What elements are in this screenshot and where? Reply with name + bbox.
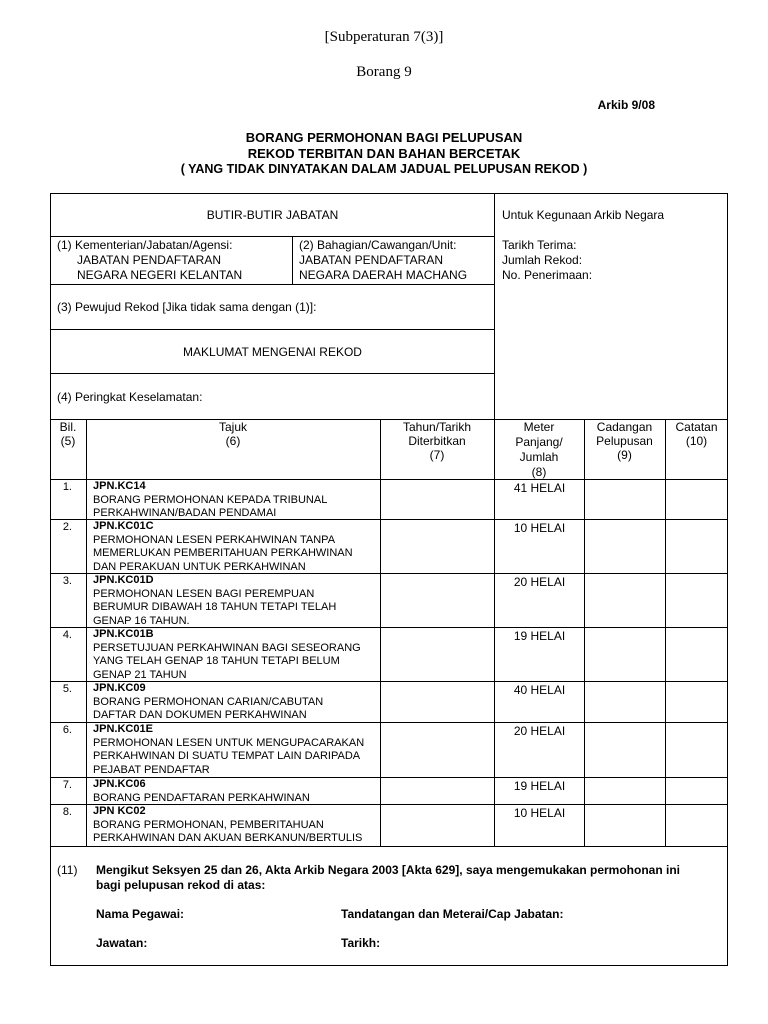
bahagian-value: JABATAN PENDAFTARAN [299,253,444,267]
kementerian-label: (1) Kementerian/Jabatan/Agensi: [57,238,233,252]
table-row [93,628,361,682]
row-number: 7. [62,779,72,791]
divider-arkib-column [494,193,495,420]
table-row [93,805,362,846]
kementerian-value: NEGARA NEGERI KELANTAN [77,268,243,282]
meter-value: 20 HELAI [513,724,566,738]
record-title: GENAP 21 TAHUN [93,668,187,681]
meter-value: 20 HELAI [513,575,566,589]
maklumat-rekod-heading: MAKLUMAT MENGENAI REKOD [183,345,362,359]
row-number: 6. [62,724,72,736]
table-row [93,723,364,777]
bahagian-value: NEGARA DAERAH MACHANG [299,268,468,282]
row-number: 1. [62,481,72,493]
table-row [93,520,353,574]
record-title: PERMOHONAN LESEN PERKAHWINAN TANPA [93,533,336,546]
record-title: PERSETUJUAN PERKAHWINAN BAGI SESEORANG [93,641,361,654]
record-title: MEMERLUKAN PEMBERITAHUAN PERKAHWINAN [93,547,353,559]
meter-value: 10 HELAI [513,806,566,820]
subperaturan-label: [Subperaturan 7(3)] [324,29,444,45]
peringkat-keselamatan-label: (4) Peringkat Keselamatan: [57,390,203,404]
record-title: BORANG PERMOHONAN, PEMBERITAHUAN [93,818,324,831]
record-title: GENAP 16 TAHUN. [93,614,190,627]
tarikh-label: Tarikh: [341,936,381,950]
record-title: BORANG PENDAFTARAN PERKAHWINAN [93,791,310,804]
table-column-divider [380,419,381,846]
meter-value: 41 HELAI [513,481,566,495]
table-row [93,682,323,723]
col-header-cadangan: Cadangan Pelupusan (9) [596,420,653,462]
tarikh-terima-label: Tarikh Terima: [502,238,577,252]
record-code: JPN.KC14 [93,480,146,492]
record-code: JPN KC02 [93,805,146,817]
meter-value: 19 HELAI [513,779,566,793]
record-code: JPN.KC09 [93,682,146,694]
divider [50,373,495,374]
record-code: JPN.KC06 [93,778,146,790]
col-header-tajuk: Tajuk (6) [218,420,247,448]
divider [50,236,495,237]
jumlah-rekod-label: Jumlah Rekod: [502,253,583,267]
declaration-number: (11) [57,863,78,877]
divider [50,329,495,330]
table-column-divider [584,419,585,846]
record-title: PERKAHWINAN/BADAN PENDAMAI [93,507,277,519]
no-penerimaan-label: No. Penerimaan: [502,268,593,282]
record-title: PERMOHONAN LESEN UNTUK MENGUPACARAKAN [93,736,365,749]
table-row [93,778,310,805]
record-title: PERMOHONAN LESEN BAGI PEREMPUAN [93,587,315,600]
form-title-line-1: BORANG PERMOHONAN BAGI PELUPUSAN [245,130,523,145]
borang-number: Borang 9 [356,64,412,80]
row-divider [50,846,728,847]
meter-value: 40 HELAI [513,683,566,697]
bahagian-label: (2) Bahagian/Cawangan/Unit: [299,238,457,252]
row-number: 8. [62,806,72,818]
row-number: 5. [62,683,72,695]
record-code: JPN.KC01C [93,520,154,532]
tandatangan-label: Tandatangan dan Meterai/Cap Jabatan: [341,907,564,921]
col-header-catatan: Catatan (10) [675,420,718,448]
pewujud-rekod-label: (3) Pewujud Rekod [Jika tidak sama dengan (1)]: [57,300,317,314]
row-number: 3. [62,575,72,587]
table-row [93,480,327,521]
declaration-text: bagi pelupusan rekod di atas: [96,878,266,892]
row-number: 2. [62,521,72,533]
table-row [93,574,336,628]
form-title-line-3: ( YANG TIDAK DINYATAKAN DALAM JADUAL PELUPUSAN REKOD ) [180,162,588,176]
record-title: PERKAHWINAN DAN AKUAN BERKANUN/BERTULIS [93,832,363,844]
record-title: BORANG PERMOHONAN CARIAN/CABUTAN [93,695,324,708]
row-number: 4. [62,629,72,641]
kementerian-value: JABATAN PENDAFTARAN [77,253,222,267]
record-title: DAN PERAKUAN UNTUK PERKAHWINAN [93,560,306,573]
form-title-line-2: REKOD TERBITAN DAN BAHAN BERCETAK [247,146,521,161]
arkib-reference: Arkib 9/08 [597,98,655,112]
record-title: DAFTAR DAN DOKUMEN PERKAHWINAN [93,709,307,721]
record-title: PERKAHWINAN DI SUATU TEMPAT LAIN DARIPADA [93,750,361,762]
declaration-text: Mengikut Seksyen 25 dan 26, Akta Arkib Negara 2003 [Akta 629], saya mengemukakan permohonan ini [96,863,681,877]
record-title: BORANG PERMOHONAN KEPADA TRIBUNAL [93,493,328,506]
record-title: YANG TELAH GENAP 18 TAHUN TETAPI BELUM [93,655,340,667]
table-column-divider [86,419,87,846]
butir-jabatan-heading: BUTIR-BUTIR JABATAN [206,208,339,222]
divider [50,284,495,285]
divider [292,236,293,284]
record-title: PEJABAT PENDAFTAR [93,763,210,776]
col-header-meter: Meter Panjang/ Jumlah (8) [515,420,563,479]
record-code: JPN.KC01E [93,723,153,735]
record-code: JPN.KC01D [93,574,154,586]
nama-pegawai-label: Nama Pegawai: [96,907,185,921]
arkib-use-heading: Untuk Kegunaan Arkib Negara [502,208,665,222]
record-code: JPN.KC01B [93,628,154,640]
col-header-bil: Bil. (5) [59,420,77,448]
col-header-tahun: Tahun/Tarikh Diterbitkan (7) [402,420,472,462]
meter-value: 19 HELAI [513,629,566,643]
jawatan-label: Jawatan: [96,936,148,950]
record-title: BERUMUR DIBAWAH 18 TAHUN TETAPI TELAH [93,601,337,613]
meter-value: 10 HELAI [513,521,566,535]
table-column-divider [665,419,666,846]
